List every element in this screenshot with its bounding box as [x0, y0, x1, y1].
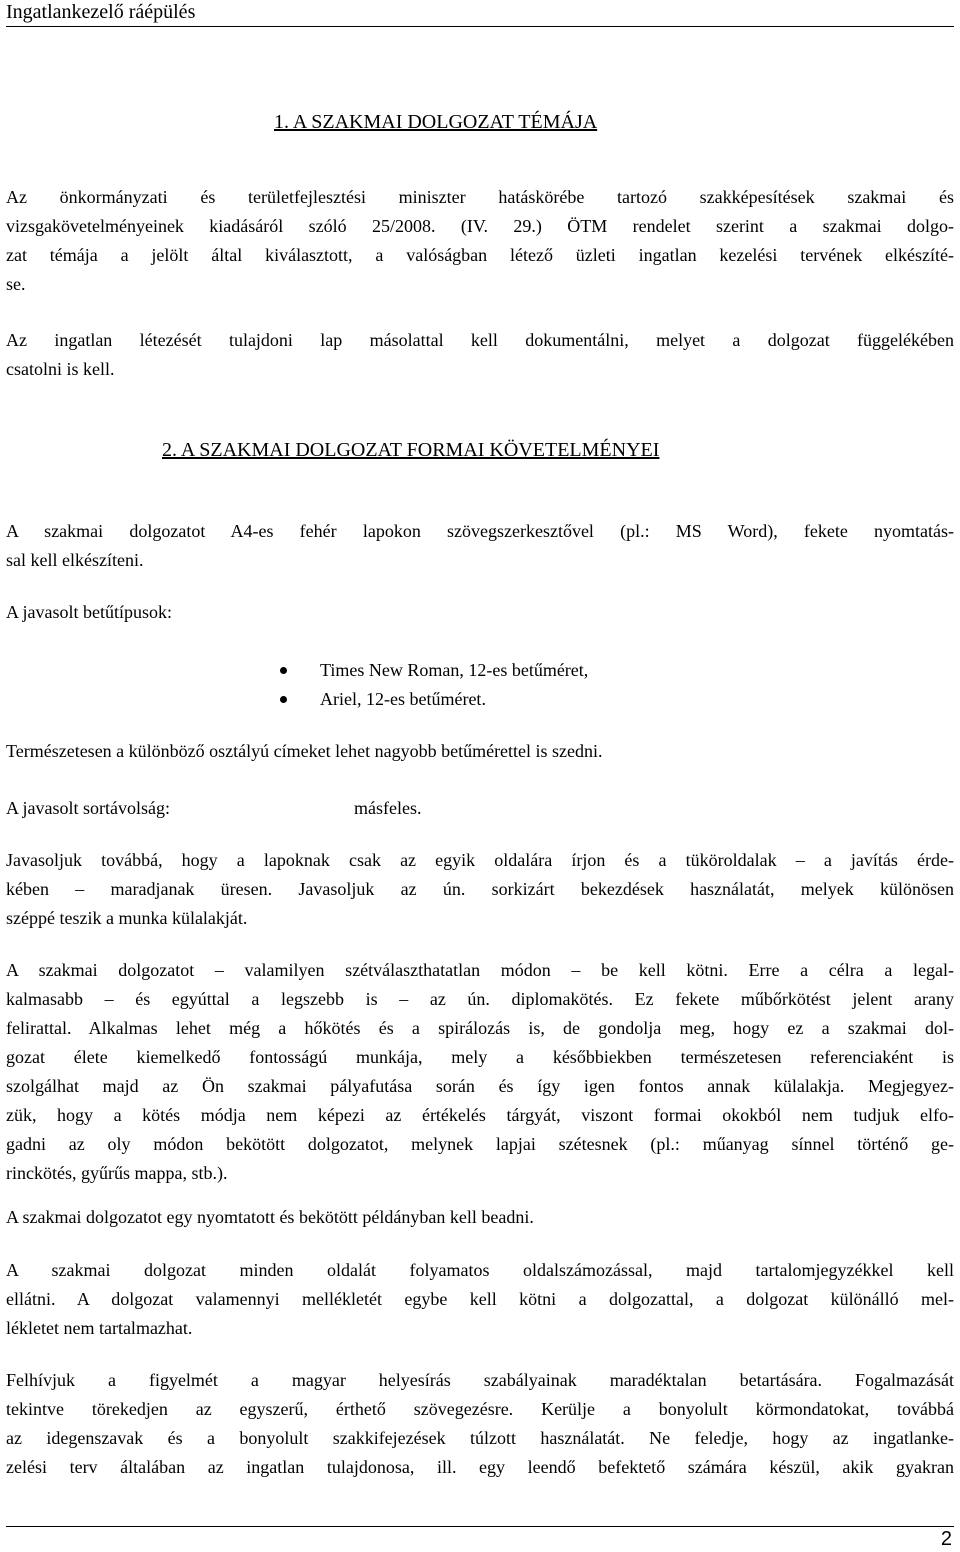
- section-2-paragraph-6: [6, 1256, 954, 1343]
- text-line: csatolni is kell.: [6, 359, 115, 379]
- bullet-icon: [280, 667, 287, 674]
- bullet-icon: [280, 696, 287, 703]
- text-line: A javasolt betűtípusok:: [6, 602, 172, 622]
- running-header: Ingatlankezelő ráépülés: [6, 0, 954, 27]
- font-list: [280, 656, 588, 714]
- text-line: Felhívjuk a figyelmét a magyar helyesírás szabályainak maradéktalan betartására. Fogalmazását: [6, 1370, 954, 1390]
- section-2-heading: [162, 438, 659, 462]
- text-line: sal kell elkészíteni.: [6, 550, 144, 570]
- text-line: gozat élete kiemelkedő fontosságú munkája, mely a későbbiekben természetesen referenciaként is: [6, 1047, 954, 1067]
- section-2-paragraph-2: [6, 737, 954, 766]
- text-line: Természetesen a különböző osztályú címeket lehet nagyobb betűmérettel is szedni.: [6, 741, 603, 761]
- text-line: A szakmai dolgozatot egy nyomtatott és bekötött példányban kell beadni.: [6, 1207, 534, 1227]
- text-line: zelési terv általában az ingatlan tulajdonosa, ill. egy leendő befektető számára készül, akik gyakran: [6, 1457, 954, 1477]
- line-spacing-value: másfeles.: [354, 798, 422, 818]
- section-1-paragraph-1: [6, 183, 954, 299]
- text-line: ellátni. A dolgozat valamennyi mellékletét egybe kell kötni a dolgozattal, a dolgozat különálló mel-: [6, 1289, 954, 1309]
- text-line: zat témája a jelölt által kiválasztott, a valóságban létező üzleti ingatlan kezelési tervének elkészíté-: [6, 245, 954, 265]
- text-line: zük, hogy a kötés módja nem képezi az értékelés tárgyát, viszont formai okokból nem tudjuk elfo-: [6, 1105, 954, 1125]
- text-line: A szakmai dolgozatot A4-es fehér lapokon szövegszerkesztővel (pl.: MS Word), fekete nyomtatás-: [6, 521, 954, 541]
- list-item-text: Ariel, 12-es betűméret.: [320, 689, 486, 709]
- text-line: az idegenszavak és a bonyolult szakkifejezések túlzott használatát. Ne feledje, hogy az ingatlanke-: [6, 1428, 954, 1448]
- text-line: Javasoljuk továbbá, hogy a lapoknak csak az egyik oldalára írjon és a tüköroldalak – a javítás érde-: [6, 850, 954, 870]
- text-line: tekintve törekedjen az egyszerű, érthető szövegezésre. Kerülje a bonyolult körmondatokat, továbbá: [6, 1399, 954, 1419]
- text-line: felirattal. Alkalmas lehet még a hőkötés és a spirálozás is, de gondolja meg, hogy ez a szakmai dol-: [6, 1018, 954, 1038]
- section-1-heading: [274, 110, 597, 134]
- text-line: széppé teszik a munka külalakját.: [6, 908, 248, 928]
- text-line: se.: [6, 274, 26, 294]
- text-line: szolgálhat majd az Ön szakmai pályafutása során és így igen fontos annak külalakja. Megjegyez-: [6, 1076, 954, 1096]
- section-2-paragraph-4: [6, 956, 954, 1188]
- list-item-text: Times New Roman, 12-es betűméret,: [320, 660, 589, 680]
- text-line: Az ingatlan létezését tulajdoni lap másolattal kell dokumentálni, melyet a dolgozat függelékében: [6, 330, 954, 350]
- text-line: Az önkormányzati és területfejlesztési miniszter hatáskörébe tartozó szakképesítések szakmai és: [6, 187, 954, 207]
- text-line: kében – maradjanak üresen. Javasoljuk az ún. sorkizárt bekezdések használatát, melyek különösen: [6, 879, 954, 899]
- section-1-paragraph-2: [6, 326, 954, 384]
- section-2-heading-text: 2. A SZAKMAI DOLGOZAT FORMAI KÖVETELMÉNYEI: [162, 439, 660, 461]
- page-number: 2: [940, 1528, 952, 1550]
- text-line: kalmasabb – és egyúttal a legszebb is – az ún. diplomakötés. Ez fekete műbőrkötést jelent arany: [6, 989, 954, 1009]
- list-item: [280, 685, 588, 714]
- section-2-paragraph-7: [6, 1366, 954, 1482]
- section-2-paragraph-1: [6, 517, 954, 575]
- text-line: A szakmai dolgozatot – valamilyen szétválaszthatatlan módon – be kell kötni. Erre a célra a legal-: [6, 960, 954, 980]
- line-spacing-row: [6, 794, 954, 823]
- text-line: A szakmai dolgozat minden oldalát folyamatos oldalszámozással, majd tartalomjegyzékkel kell: [6, 1260, 954, 1280]
- line-spacing-label: A javasolt sortávolság:: [6, 798, 170, 818]
- list-item: [280, 656, 588, 685]
- text-line: gadni az oly módon bekötött dolgozatot, melynek lapjai szétesnek (pl.: műanyag sínnel történő ge-: [6, 1134, 954, 1154]
- text-line: rinckötés, gyűrűs mappa, stb.).: [6, 1163, 228, 1183]
- section-2-paragraph-3: [6, 846, 954, 933]
- section-2-paragraph-5: [6, 1203, 954, 1232]
- section-1-heading-text: 1. A SZAKMAI DOLGOZAT TÉMÁJA: [274, 111, 598, 133]
- text-line: vizsgakövetelményeinek kiadásáról szóló 25/2008. (IV. 29.) ÖTM rendelet szerint a szakmai dolgo-: [6, 216, 954, 236]
- text-line: lékletet nem tartalmazhat.: [6, 1318, 193, 1338]
- footer-divider: [6, 1526, 954, 1527]
- fonts-intro: [6, 598, 954, 627]
